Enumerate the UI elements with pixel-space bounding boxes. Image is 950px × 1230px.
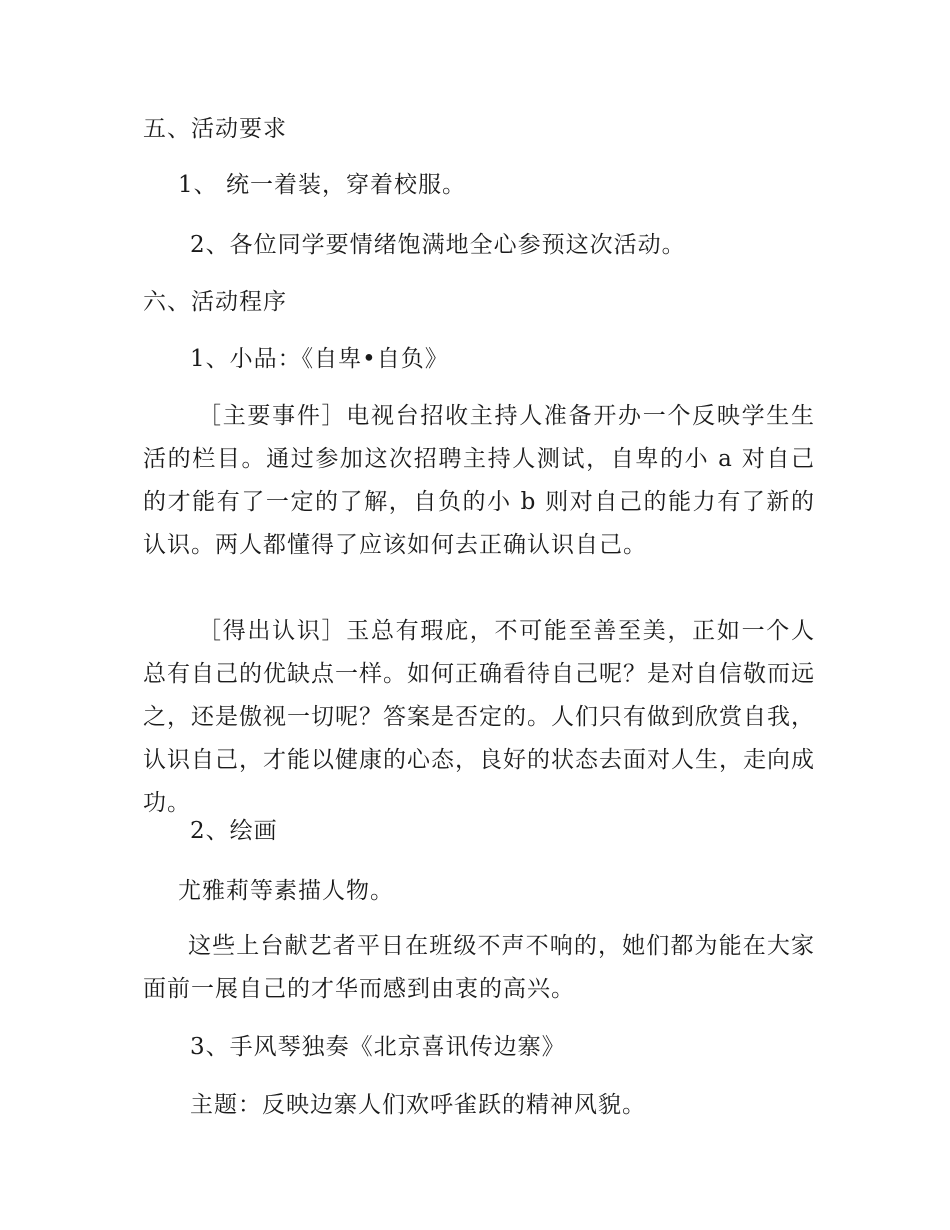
program-item-1-main-event: ［主要事件］电视台招收主持人准备开办一个反映学生生活的栏目。通过参加这次招聘主持人测试，自卑的小 a 对自己的才能有了一定的了解，自负的小 b 则对自己的能力有了新的认识。两人都懂得了应该如何去正确认识自己。	[143, 403, 815, 558]
program-item-2-note: 这些上台献艺者平日在班级不声不响的，她们都为能在大家面前一展自己的才华而感到由衷的高兴。	[143, 933, 815, 1002]
program-item-2-description: 尤雅莉等素描人物。	[178, 878, 394, 904]
program-item-3-theme: 主题：反映边寨人们欢呼雀跃的精神风貌。	[190, 1092, 646, 1118]
section-heading-program: 六、活动程序	[143, 289, 287, 315]
program-item-1-insight: ［得出认识］玉总有瑕庇，不可能至善至美，正如一个人总有自己的优缺点一样。如何正确看待自己呢？是对自信敬而远之，还是傲视一切呢？答案是否定的。人们只有做到欣赏自我，认识自己，才能以健康的心态，良好的状态去面对人生，走向成功。	[143, 618, 815, 816]
section-heading-requirements: 五、活动要求	[143, 116, 287, 142]
requirement-item-1: 1、 统一着装，穿着校服。	[178, 172, 466, 198]
program-item-2-title: 2、绘画	[190, 818, 278, 844]
program-item-1-title: 1、小品：《自卑•自负》	[190, 346, 449, 372]
program-item-3-title: 3、手风琴独奏《北京喜讯传边寨》	[190, 1034, 566, 1060]
requirement-item-2: 2、各位同学要情绪饱满地全心参预这次活动。	[190, 232, 686, 258]
